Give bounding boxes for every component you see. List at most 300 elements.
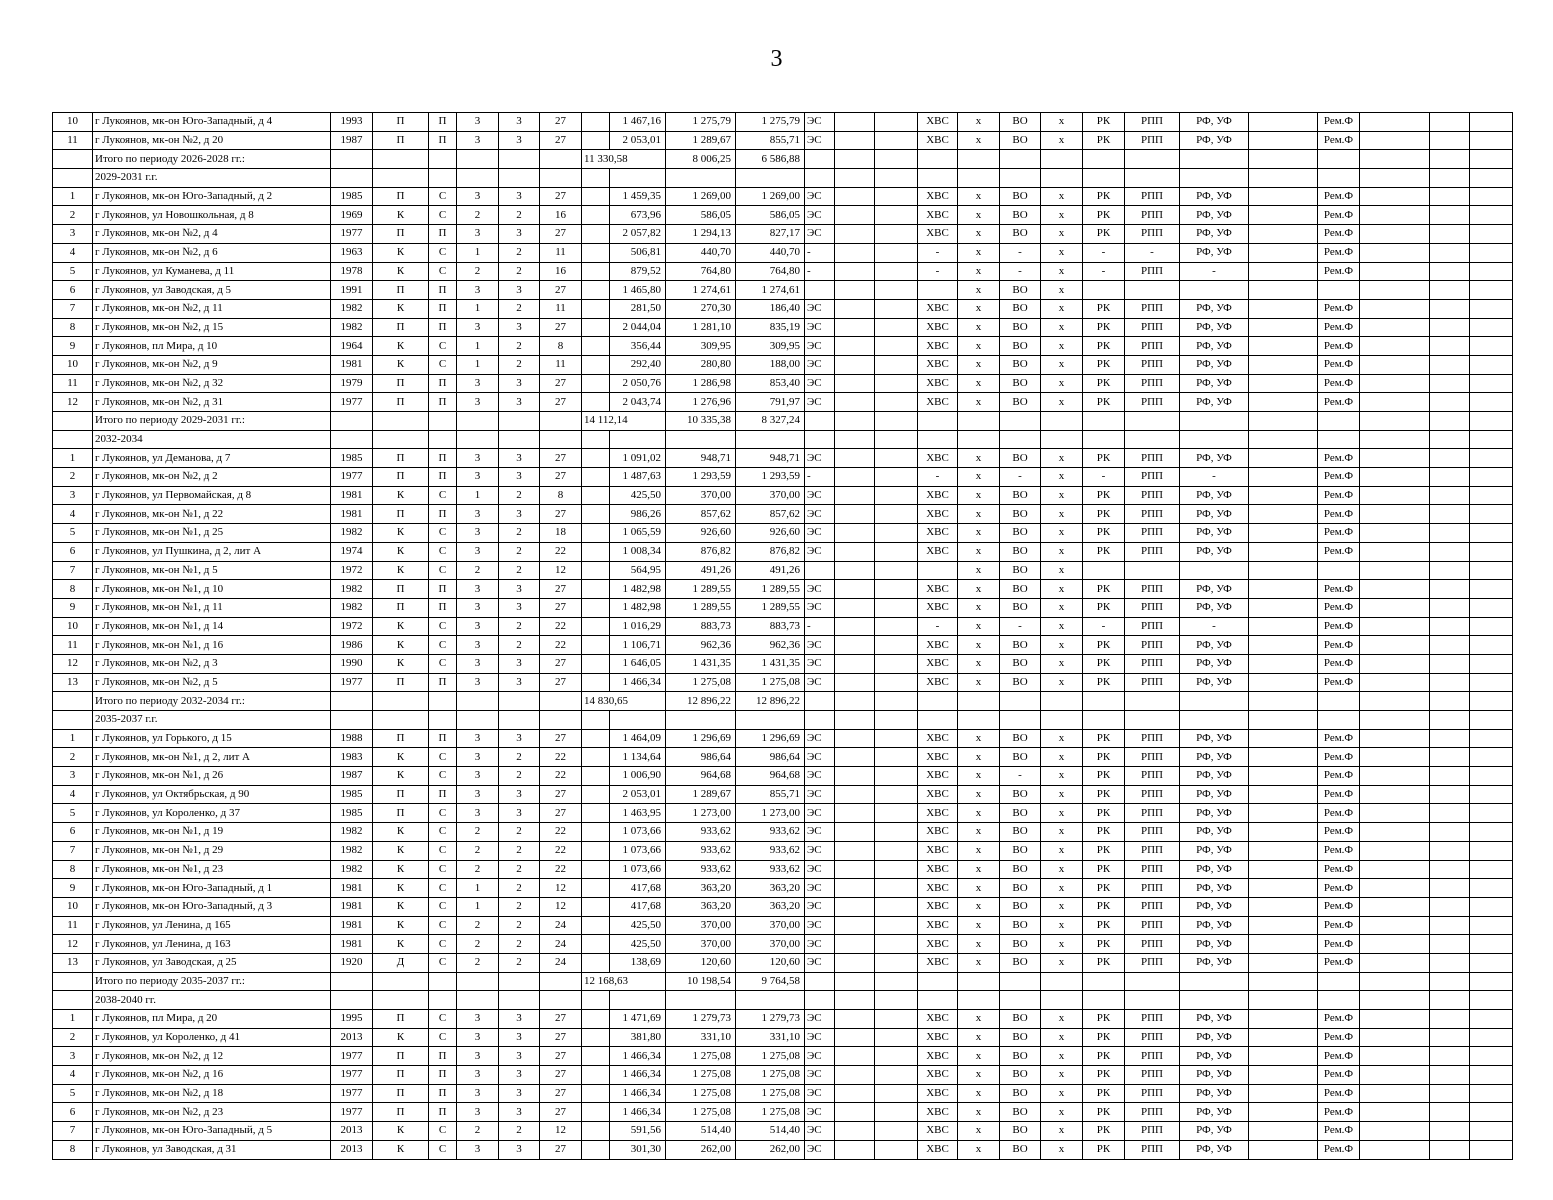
table-cell: 1977	[331, 225, 373, 244]
table-cell: РК	[1083, 1103, 1125, 1122]
table-cell	[540, 991, 582, 1010]
table-cell: 1 289,55	[736, 580, 805, 599]
table-cell: ВО	[1000, 1066, 1041, 1085]
table-cell: ХВС	[918, 299, 958, 318]
table-cell: РПП	[1125, 897, 1180, 916]
table-cell	[1360, 972, 1430, 991]
table-cell: 6	[53, 823, 93, 842]
table-cell: Рем.Ф	[1318, 767, 1360, 786]
table-cell	[1360, 748, 1430, 767]
table-cell	[958, 430, 1000, 449]
table-cell: х	[958, 654, 1000, 673]
table-cell: 1 269,00	[666, 187, 736, 206]
table-cell	[805, 711, 835, 730]
table-cell: ВО	[1000, 1010, 1041, 1029]
table-cell	[1041, 972, 1083, 991]
table-cell	[1360, 131, 1430, 150]
table-cell: С	[429, 542, 457, 561]
table-cell: П	[429, 299, 457, 318]
table-cell: 1982	[331, 841, 373, 860]
table-cell: РФ, УФ	[1180, 1122, 1249, 1141]
table-cell	[875, 580, 918, 599]
period-header-row	[53, 991, 1513, 1010]
table-cell	[1083, 150, 1125, 169]
table-cell: Рем.Ф	[1318, 823, 1360, 842]
table-cell: 27	[540, 1066, 582, 1085]
table-cell: ЭС	[805, 1028, 835, 1047]
table-cell: 8	[540, 337, 582, 356]
table-cell: К	[373, 823, 429, 842]
table-cell	[918, 281, 958, 300]
table-cell	[1360, 299, 1430, 318]
table-cell: ХВС	[918, 1140, 958, 1159]
table-cell: 514,40	[736, 1122, 805, 1141]
table-cell	[1470, 299, 1513, 318]
table-cell: РК	[1083, 860, 1125, 879]
table-cell: П	[429, 374, 457, 393]
table-cell	[1470, 262, 1513, 281]
table-row	[53, 113, 1513, 132]
table-cell: 1 008,34	[610, 542, 666, 561]
table-cell	[1470, 1140, 1513, 1159]
table-cell	[1430, 673, 1470, 692]
table-cell	[1470, 243, 1513, 262]
table-row	[53, 935, 1513, 954]
table-cell: х	[1041, 580, 1083, 599]
table-cell: 3	[457, 580, 499, 599]
table-cell: 24	[540, 935, 582, 954]
table-cell	[918, 561, 958, 580]
table-cell	[540, 169, 582, 188]
table-cell: РПП	[1125, 299, 1180, 318]
table-cell	[1430, 430, 1470, 449]
table-cell: К	[373, 486, 429, 505]
table-cell: ВО	[1000, 449, 1041, 468]
table-cell	[1470, 1047, 1513, 1066]
table-row	[53, 953, 1513, 972]
table-cell	[835, 262, 875, 281]
table-cell: 673,96	[610, 206, 666, 225]
period-label: 2032-2034	[93, 430, 331, 449]
table-cell: 24	[540, 916, 582, 935]
table-cell: 1981	[331, 486, 373, 505]
table-cell: г Лукоянов, мк-он №1, д 2, лит А	[93, 748, 331, 767]
table-cell: х	[958, 673, 1000, 692]
spacer-cell	[582, 673, 610, 692]
table-cell	[835, 113, 875, 132]
table-cell: 12	[540, 561, 582, 580]
table-cell: Рем.Ф	[1318, 748, 1360, 767]
table-cell	[540, 711, 582, 730]
table-cell: 491,26	[736, 561, 805, 580]
table-cell: П	[429, 673, 457, 692]
table-cell: Рем.Ф	[1318, 1066, 1360, 1085]
table-cell	[805, 430, 835, 449]
table-cell: 827,17	[736, 225, 805, 244]
table-cell: 27	[540, 1103, 582, 1122]
table-cell	[53, 991, 93, 1010]
table-cell: 1 294,13	[666, 225, 736, 244]
table-cell: 1981	[331, 897, 373, 916]
table-cell: РПП	[1125, 486, 1180, 505]
table-cell	[1430, 1122, 1470, 1141]
table-cell: х	[958, 953, 1000, 972]
table-cell: К	[373, 748, 429, 767]
table-cell	[918, 972, 958, 991]
table-cell	[1249, 486, 1318, 505]
table-cell: РК	[1083, 131, 1125, 150]
table-cell	[1249, 169, 1318, 188]
table-cell: 3	[499, 654, 540, 673]
table-cell: 27	[540, 131, 582, 150]
table-cell: К	[373, 935, 429, 954]
table-cell: К	[373, 262, 429, 281]
table-cell: г Лукоянов, мк-он Юго-Западный, д 2	[93, 187, 331, 206]
table-cell: С	[429, 1140, 457, 1159]
table-cell	[805, 412, 835, 431]
table-cell: ЭС	[805, 785, 835, 804]
table-cell	[1470, 860, 1513, 879]
table-cell	[875, 355, 918, 374]
table-cell: 1 275,08	[666, 1047, 736, 1066]
table-cell: 27	[540, 1084, 582, 1103]
table-cell: 5	[53, 804, 93, 823]
table-cell	[1470, 692, 1513, 711]
table-cell	[53, 430, 93, 449]
table-row	[53, 262, 1513, 281]
table-cell: х	[1041, 785, 1083, 804]
table-cell: 381,80	[610, 1028, 666, 1047]
table-cell: х	[1041, 505, 1083, 524]
table-cell: г Лукоянов, ул Пушкина, д 2, лит А	[93, 542, 331, 561]
table-cell: х	[1041, 468, 1083, 487]
table-cell: 1964	[331, 337, 373, 356]
table-cell: 514,40	[666, 1122, 736, 1141]
table-cell: 301,30	[610, 1140, 666, 1159]
table-cell: РПП	[1125, 1084, 1180, 1103]
table-cell	[875, 113, 918, 132]
table-cell	[875, 991, 918, 1010]
table-cell: РК	[1083, 767, 1125, 786]
table-cell: РК	[1083, 598, 1125, 617]
period-total-value: 12 896,22	[736, 692, 805, 711]
table-cell: 2	[499, 860, 540, 879]
table-cell: РК	[1083, 355, 1125, 374]
table-cell: К	[373, 206, 429, 225]
table-cell	[1249, 972, 1318, 991]
table-cell: Рем.Ф	[1318, 262, 1360, 281]
table-cell	[1360, 598, 1430, 617]
table-cell	[373, 692, 429, 711]
table-cell	[835, 355, 875, 374]
table-cell: РФ, УФ	[1180, 860, 1249, 879]
table-cell	[1360, 337, 1430, 356]
table-cell: 2	[457, 860, 499, 879]
table-cell: 12	[53, 935, 93, 954]
table-cell: 16	[540, 206, 582, 225]
table-cell: 2	[53, 468, 93, 487]
table-cell	[958, 972, 1000, 991]
table-cell: ЭС	[805, 337, 835, 356]
table-cell: 27	[540, 187, 582, 206]
table-cell: 7	[53, 561, 93, 580]
table-cell: 4	[53, 505, 93, 524]
table-cell: 1986	[331, 636, 373, 655]
table-cell: х	[958, 206, 1000, 225]
table-row	[53, 636, 1513, 655]
table-cell	[1360, 486, 1430, 505]
table-cell: ВО	[1000, 524, 1041, 543]
table-cell: 879,52	[610, 262, 666, 281]
table-cell	[1249, 430, 1318, 449]
table-cell: х	[1041, 281, 1083, 300]
table-cell: 3	[457, 374, 499, 393]
table-cell	[1430, 1047, 1470, 1066]
table-cell: 11	[540, 355, 582, 374]
table-cell: г Лукоянов, мк-он №1, д 10	[93, 580, 331, 599]
table-cell: 331,10	[666, 1028, 736, 1047]
table-cell	[1249, 1028, 1318, 1047]
table-cell	[1430, 916, 1470, 935]
spacer-cell	[582, 505, 610, 524]
table-cell: К	[373, 767, 429, 786]
table-cell	[1430, 617, 1470, 636]
table-cell: 857,62	[736, 505, 805, 524]
table-cell	[331, 169, 373, 188]
table-cell: 3	[457, 617, 499, 636]
table-cell: 11	[53, 374, 93, 393]
table-cell: К	[373, 916, 429, 935]
table-cell: РФ, УФ	[1180, 897, 1249, 916]
table-cell	[1360, 225, 1430, 244]
table-cell: 1 106,71	[610, 636, 666, 655]
table-cell	[540, 692, 582, 711]
table-cell	[875, 1140, 918, 1159]
spacer-cell	[582, 860, 610, 879]
table-cell	[1430, 692, 1470, 711]
table-cell: 6	[53, 1103, 93, 1122]
table-cell	[1470, 1010, 1513, 1029]
table-cell: х	[958, 299, 1000, 318]
table-cell: ВО	[1000, 318, 1041, 337]
table-cell: 1 296,69	[736, 729, 805, 748]
table-cell	[835, 187, 875, 206]
table-cell	[1470, 654, 1513, 673]
table-cell: х	[1041, 1010, 1083, 1029]
table-cell: РПП	[1125, 225, 1180, 244]
table-cell	[875, 206, 918, 225]
table-cell	[1470, 225, 1513, 244]
table-cell	[835, 299, 875, 318]
table-cell: 926,60	[736, 524, 805, 543]
period-total-value: 9 764,58	[736, 972, 805, 991]
table-cell: С	[429, 1028, 457, 1047]
table-cell: 370,00	[736, 935, 805, 954]
table-cell	[875, 617, 918, 636]
table-cell: 564,95	[610, 561, 666, 580]
table-cell: 27	[540, 1047, 582, 1066]
table-cell: 138,69	[610, 953, 666, 972]
table-cell: 1 091,02	[610, 449, 666, 468]
table-cell: С	[429, 636, 457, 655]
table-cell: 370,00	[666, 916, 736, 935]
table-cell: 1	[457, 486, 499, 505]
table-cell	[1470, 486, 1513, 505]
table-cell: ЭС	[805, 187, 835, 206]
table-cell: -	[805, 262, 835, 281]
table-body	[53, 113, 1513, 1160]
table-cell: 3	[457, 1010, 499, 1029]
table-cell: ВО	[1000, 299, 1041, 318]
table-cell	[1249, 1084, 1318, 1103]
table-cell: х	[958, 935, 1000, 954]
table-cell: 933,62	[736, 823, 805, 842]
table-cell: ХВС	[918, 767, 958, 786]
table-cell: ЭС	[805, 225, 835, 244]
table-cell: 11	[53, 636, 93, 655]
table-cell: С	[429, 524, 457, 543]
table-cell	[1360, 953, 1430, 972]
table-cell: ХВС	[918, 225, 958, 244]
table-cell: х	[1041, 1066, 1083, 1085]
table-cell: 1982	[331, 524, 373, 543]
table-cell: ВО	[1000, 1122, 1041, 1141]
table-cell	[835, 206, 875, 225]
table-cell	[875, 953, 918, 972]
table-cell: РФ, УФ	[1180, 935, 1249, 954]
table-cell	[1430, 262, 1470, 281]
table-cell	[1318, 692, 1360, 711]
table-cell: 370,00	[736, 486, 805, 505]
table-cell: х	[1041, 524, 1083, 543]
table-cell: г Лукоянов, мк-он №1, д 29	[93, 841, 331, 860]
table-cell: РПП	[1125, 449, 1180, 468]
table-cell: ХВС	[918, 598, 958, 617]
table-cell	[1360, 580, 1430, 599]
table-cell: 1 463,95	[610, 804, 666, 823]
spacer-cell	[582, 636, 610, 655]
table-cell: -	[1000, 767, 1041, 786]
table-cell: П	[429, 729, 457, 748]
table-cell	[373, 972, 429, 991]
table-cell	[805, 150, 835, 169]
table-cell: П	[429, 318, 457, 337]
table-cell	[331, 991, 373, 1010]
table-cell: РФ, УФ	[1180, 823, 1249, 842]
table-cell	[1180, 150, 1249, 169]
table-cell: РПП	[1125, 935, 1180, 954]
table-cell: ЭС	[805, 524, 835, 543]
table-cell: г Лукоянов, мк-он №1, д 16	[93, 636, 331, 655]
table-cell: х	[958, 486, 1000, 505]
table-cell	[1430, 580, 1470, 599]
table-cell: 2	[53, 1028, 93, 1047]
table-cell: г Лукоянов, мк-он №2, д 15	[93, 318, 331, 337]
table-cell: ЭС	[805, 767, 835, 786]
table-cell: х	[1041, 542, 1083, 561]
table-cell	[875, 1066, 918, 1085]
table-cell	[835, 991, 875, 1010]
table-cell: 1 482,98	[610, 580, 666, 599]
table-cell: ХВС	[918, 897, 958, 916]
table-cell: 3	[499, 318, 540, 337]
table-cell	[373, 991, 429, 1010]
table-cell: К	[373, 299, 429, 318]
table-cell: 2 057,82	[610, 225, 666, 244]
table-cell: г Лукоянов, ул Короленко, д 41	[93, 1028, 331, 1047]
table-cell	[805, 692, 835, 711]
table-cell: РПП	[1125, 206, 1180, 225]
table-cell: 964,68	[736, 767, 805, 786]
table-cell: 1 466,34	[610, 1084, 666, 1103]
table-cell	[1125, 412, 1180, 431]
table-cell	[1430, 299, 1470, 318]
table-cell: 1	[457, 243, 499, 262]
spacer-cell	[582, 1010, 610, 1029]
table-cell: 1	[53, 449, 93, 468]
table-cell	[1318, 169, 1360, 188]
table-cell: Рем.Ф	[1318, 206, 1360, 225]
table-cell: РК	[1083, 580, 1125, 599]
table-cell: РФ, УФ	[1180, 673, 1249, 692]
table-cell	[1249, 206, 1318, 225]
table-cell: 1 466,34	[610, 1047, 666, 1066]
table-cell: РФ, УФ	[1180, 318, 1249, 337]
table-cell: 22	[540, 860, 582, 879]
table-cell	[1360, 729, 1430, 748]
table-cell: х	[1041, 1103, 1083, 1122]
table-cell: РПП	[1125, 617, 1180, 636]
table-cell: 417,68	[610, 879, 666, 898]
period-total-value: 8 327,24	[736, 412, 805, 431]
table-cell: ЭС	[805, 393, 835, 412]
table-cell	[610, 169, 666, 188]
table-cell: РПП	[1125, 767, 1180, 786]
table-cell: г Лукоянов, мк-он №1, д 25	[93, 524, 331, 543]
table-row	[53, 1122, 1513, 1141]
table-cell: С	[429, 206, 457, 225]
table-cell	[1360, 150, 1430, 169]
table-cell: 1 466,34	[610, 1066, 666, 1085]
table-cell: 1977	[331, 673, 373, 692]
table-row	[53, 785, 1513, 804]
table-cell	[835, 169, 875, 188]
table-cell: 363,20	[666, 879, 736, 898]
table-cell: 2	[499, 748, 540, 767]
table-cell: Рем.Ф	[1318, 113, 1360, 132]
table-cell: П	[373, 598, 429, 617]
table-cell	[875, 524, 918, 543]
period-total-label: Итого по периоду 2035-2037 гг.:	[93, 972, 331, 991]
table-cell	[331, 692, 373, 711]
table-cell: х	[1041, 1122, 1083, 1141]
table-cell	[1470, 580, 1513, 599]
table-cell	[1249, 580, 1318, 599]
table-cell	[1083, 169, 1125, 188]
table-cell	[736, 991, 805, 1010]
table-cell	[1000, 972, 1041, 991]
table-cell: РПП	[1125, 542, 1180, 561]
table-cell: ЭС	[805, 299, 835, 318]
table-cell	[835, 561, 875, 580]
table-cell	[540, 412, 582, 431]
table-cell	[875, 449, 918, 468]
table-cell: РФ, УФ	[1180, 1084, 1249, 1103]
table-cell	[1249, 636, 1318, 655]
table-cell	[1470, 879, 1513, 898]
table-cell: П	[373, 673, 429, 692]
spacer-cell	[582, 654, 610, 673]
